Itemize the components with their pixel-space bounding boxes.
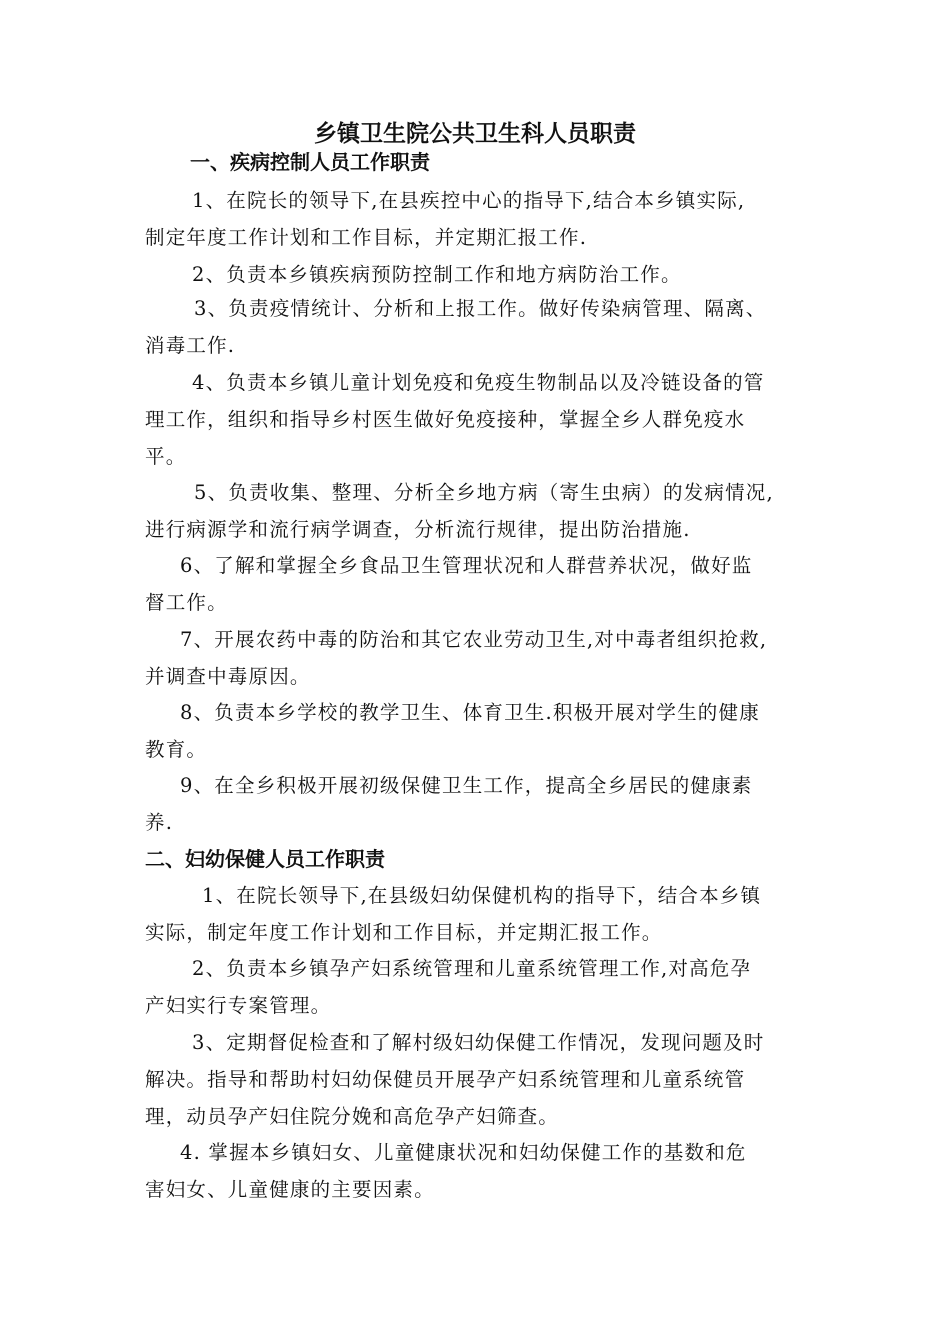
paragraph-line: 平。 xyxy=(145,445,187,468)
paragraph-disease-3 xyxy=(145,290,815,364)
paragraph-line: 养. xyxy=(145,811,174,834)
paragraph-disease-9 xyxy=(145,767,815,841)
paragraph-line: 2、负责本乡镇孕产妇系统管理和儿童系统管理工作,对高危孕 xyxy=(192,957,752,980)
paragraph-maternal-3 xyxy=(145,1024,815,1135)
paragraph-line: 教育。 xyxy=(145,738,208,761)
paragraph-disease-6 xyxy=(145,547,815,621)
paragraph-disease-8 xyxy=(145,694,815,768)
paragraph-line: 理，动员孕产妇住院分娩和高危孕产妇筛查。 xyxy=(145,1105,560,1128)
paragraph-line: 理工作，组织和指导乡村医生做好免疫接种，掌握全乡人群免疫水 xyxy=(145,408,746,431)
paragraph-disease-1 xyxy=(145,182,815,256)
paragraph-line: 制定年度工作计划和工作目标，并定期汇报工作. xyxy=(145,226,588,249)
paragraph-line: 5、负责收集、整理、分析全乡地方病（寄生虫病）的发病情况, xyxy=(194,481,774,504)
paragraph-line: 3、定期督促检查和了解村级妇幼保健工作情况，发现问题及时 xyxy=(192,1031,765,1054)
paragraph-line: 解决。指导和帮助村妇幼保健员开展孕产妇系统管理和儿童系统管 xyxy=(145,1068,746,1091)
paragraph-line: 产妇实行专案管理。 xyxy=(145,994,332,1017)
paragraph-line: 9、在全乡积极开展初级保健卫生工作，提高全乡居民的健康素 xyxy=(180,774,753,797)
section-heading-disease-control: 一、疾病控制人员工作职责 xyxy=(190,150,430,174)
paragraph-maternal-1 xyxy=(145,877,815,951)
paragraph-line: 2、负责本乡镇疾病预防控制工作和地方病防治工作。 xyxy=(192,263,682,286)
paragraph-disease-2 xyxy=(145,256,815,293)
paragraph-line: 消毒工作. xyxy=(145,334,236,357)
paragraph-line: 3、负责疫情统计、分析和上报工作。做好传染病管理、隔离、 xyxy=(194,297,767,320)
paragraph-disease-4 xyxy=(145,364,815,475)
paragraph-line: 7、开展农药中毒的防治和其它农业劳动卫生,对中毒者组织抢救, xyxy=(180,628,768,651)
paragraph-maternal-4 xyxy=(145,1134,815,1208)
paragraph-disease-5 xyxy=(145,474,815,548)
paragraph-line: 实际，制定年度工作计划和工作目标，并定期汇报工作。 xyxy=(145,921,663,944)
paragraph-line: 1、在院长的领导下,在县疾控中心的指导下,结合本乡镇实际, xyxy=(192,189,746,212)
paragraph-disease-7 xyxy=(145,621,815,695)
paragraph-line: 督工作。 xyxy=(145,591,228,614)
paragraph-line: 4. 掌握本乡镇妇女、儿童健康状况和妇幼保健工作的基数和危 xyxy=(180,1141,747,1164)
paragraph-line: 进行病源学和流行病学调查，分析流行规律，提出防治措施. xyxy=(145,518,691,541)
paragraph-line: 并调查中毒原因。 xyxy=(145,665,311,688)
section-heading-maternal-child: 二、妇幼保健人员工作职责 xyxy=(145,847,385,871)
paragraph-line: 4、负责本乡镇儿童计划免疫和免疫生物制品以及冷链设备的管 xyxy=(192,371,765,394)
paragraph-line: 8、负责本乡学校的教学卫生、体育卫生.积极开展对学生的健康 xyxy=(180,701,760,724)
paragraph-line: 1、在院长领导下,在县级妇幼保健机构的指导下，结合本乡镇 xyxy=(202,884,762,907)
paragraph-line: 害妇女、儿童健康的主要因素。 xyxy=(145,1178,435,1201)
document-title: 乡镇卫生院公共卫生科人员职责 xyxy=(314,121,636,147)
paragraph-line: 6、了解和掌握全乡食品卫生管理状况和人群营养状况，做好监 xyxy=(180,554,753,577)
paragraph-maternal-2 xyxy=(145,950,815,1024)
